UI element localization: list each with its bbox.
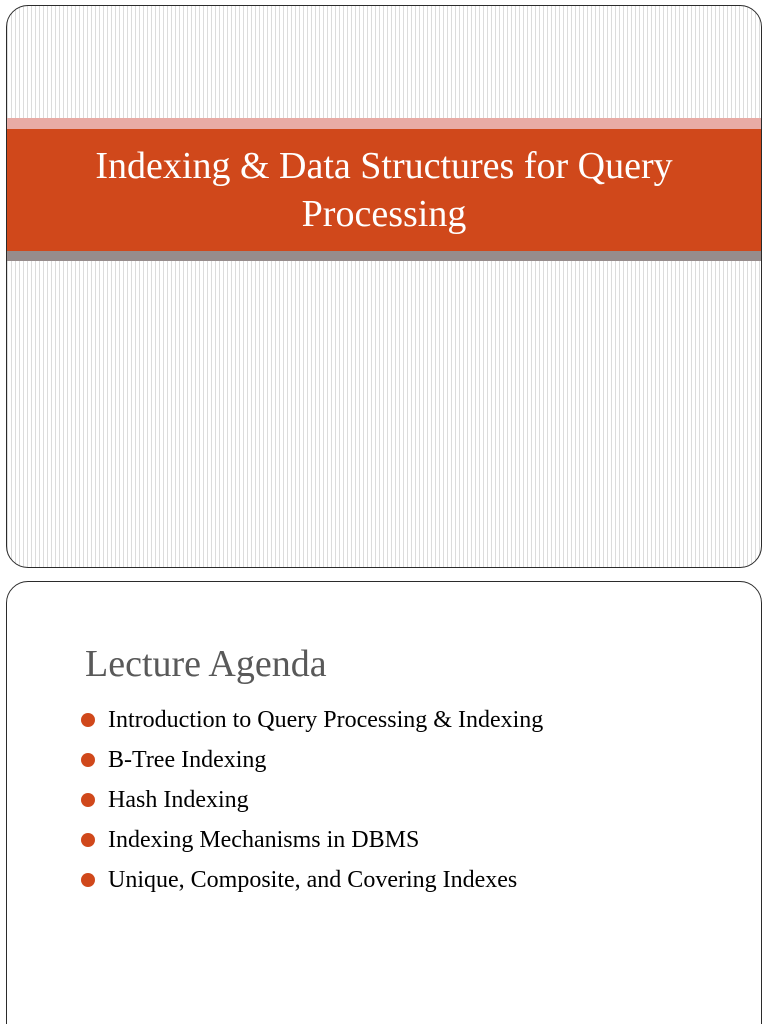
bullet-dot-icon [81, 713, 95, 727]
slide-title: Indexing & Data Structures for Query Processing [95, 145, 673, 235]
agenda-item-text: Indexing Mechanisms in DBMS [108, 826, 420, 853]
agenda-item-text: B-Tree Indexing [108, 746, 267, 773]
bullet-dot-icon [81, 873, 95, 887]
agenda-item [81, 820, 543, 860]
agenda-slide [6, 581, 762, 1024]
bullet-dot-icon [81, 753, 95, 767]
title-band-top-stripe [7, 118, 761, 129]
agenda-item [81, 860, 543, 900]
bullet-dot-icon [81, 833, 95, 847]
agenda-item [81, 780, 543, 820]
bullet-dot-icon [81, 793, 95, 807]
title-slide [6, 5, 762, 568]
agenda-list [81, 700, 543, 900]
title-band [7, 129, 761, 251]
agenda-heading: Lecture Agenda [85, 643, 327, 685]
agenda-item [81, 740, 543, 780]
title-band-bottom-stripe [7, 251, 761, 261]
agenda-item-text: Hash Indexing [108, 786, 249, 813]
agenda-item-text: Unique, Composite, and Covering Indexes [108, 866, 518, 893]
agenda-item [81, 700, 543, 740]
agenda-item-text: Introduction to Query Processing & Indexing [108, 706, 544, 733]
